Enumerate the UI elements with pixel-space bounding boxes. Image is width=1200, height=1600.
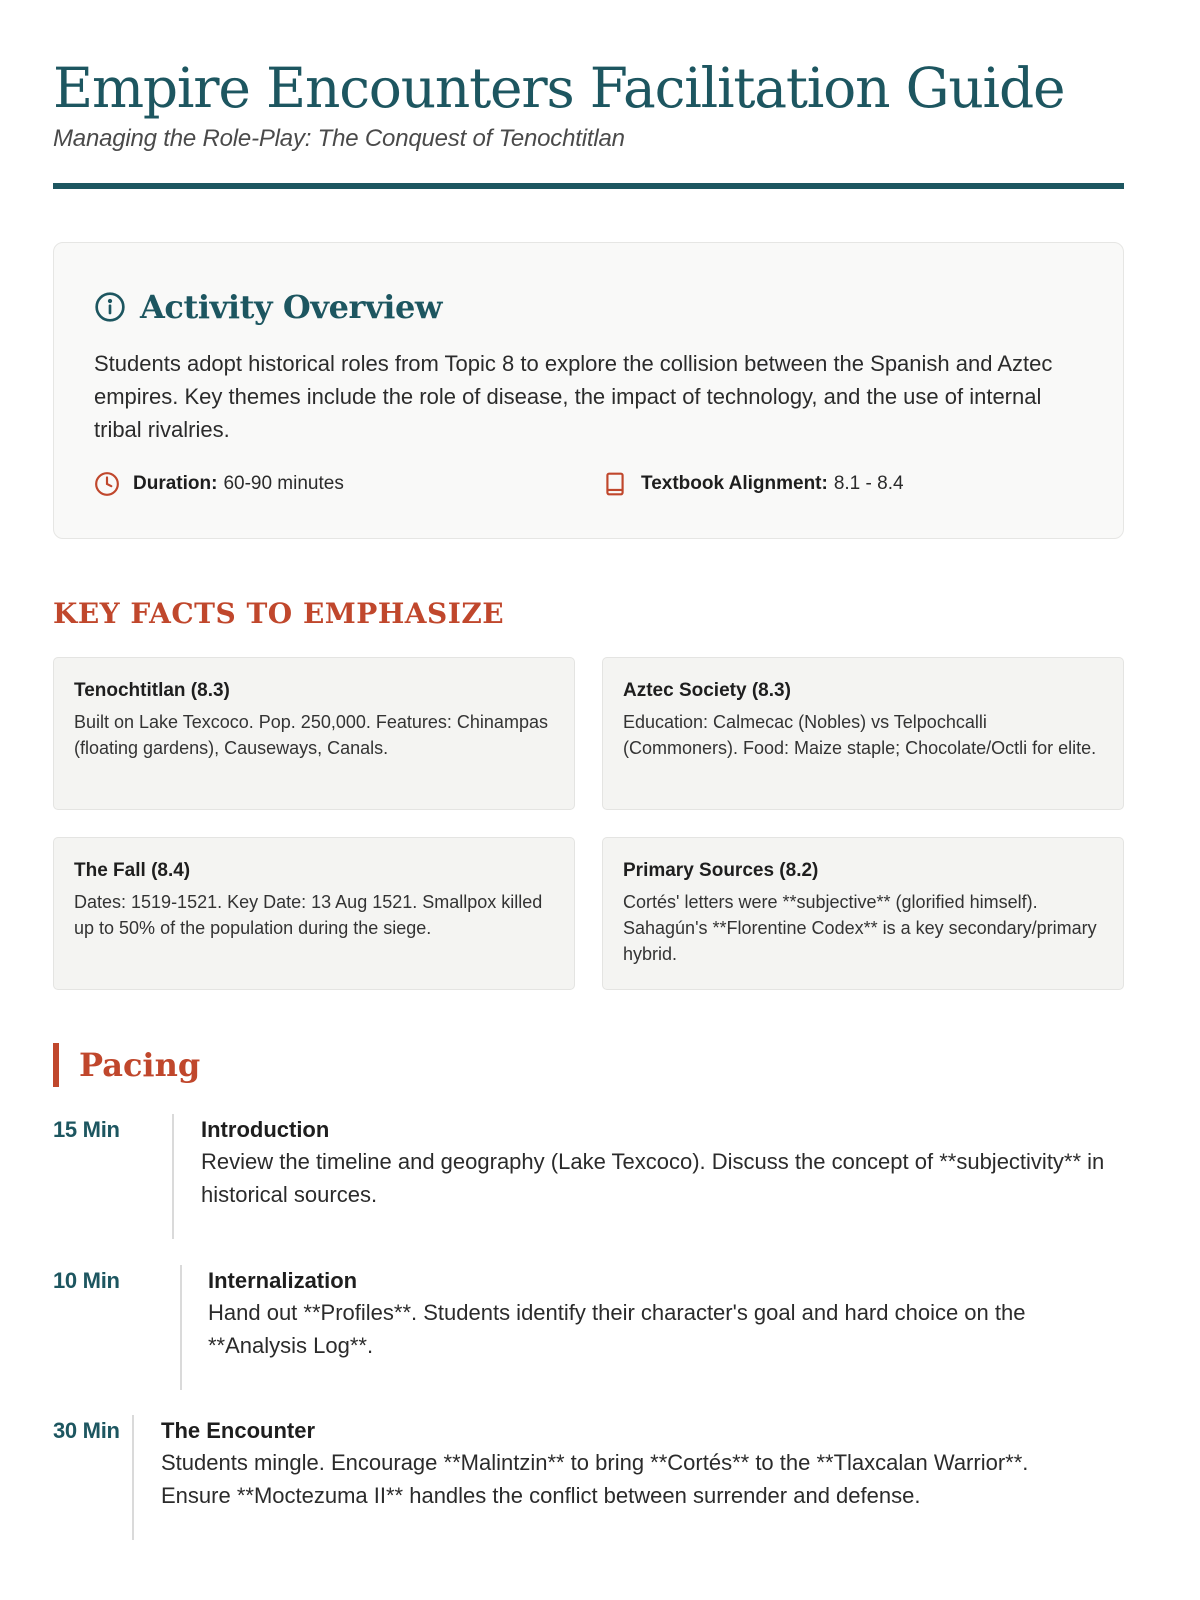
duration-label: Duration: [133,473,218,494]
fact-card-tenochtitlan [53,657,575,810]
fact-card-primary-sources [602,837,1124,990]
pacing-step-description: Review the timeline and geography (Lake Texcoco). Discuss the concept of **subjectivity** in historical sources. [201,1149,1105,1207]
pacing-heading [53,1043,200,1087]
overview-title: Activity Overview [140,288,443,326]
activity-overview-card [53,242,1124,539]
pacing-time: 15 Min [53,1117,120,1142]
textbook-alignment-meta [602,471,904,497]
pacing-content [180,1265,1124,1390]
page-subtitle: Managing the Role-Play: The Conquest of Tenochtitlan [53,125,625,152]
fact-card-title: The Fall (8.4) [74,860,191,881]
fact-card-body: Dates: 1519-1521. Key Date: 13 Aug 1521. Smallpox killed up to 50% of the population during the siege. [74,892,543,938]
pacing-step-name: The Encounter [161,1418,316,1443]
fact-card-aztec-society [602,657,1124,810]
duration-value: 60-90 minutes [223,473,344,494]
pacing-accent-bar [53,1043,59,1087]
fact-card-title: Aztec Society (8.3) [623,680,791,701]
fact-card-title: Tenochtitlan (8.3) [74,680,230,701]
page-title: Empire Encounters Facilitation Guide [53,56,1065,120]
key-facts-heading: KEY FACTS TO EMPHASIZE [53,597,505,630]
textbook-alignment-value: 8.1 - 8.4 [833,473,904,494]
fact-card-title: Primary Sources (8.2) [623,860,819,881]
fact-card-the-fall [53,837,575,990]
textbook-alignment-label: Textbook Alignment: [641,473,828,494]
book-icon [602,471,628,497]
pacing-step-name: Internalization [208,1268,358,1293]
pacing-item-internalization [53,1265,1124,1390]
overview-description: Students adopt historical roles from Topic 8 to explore the collision between the Spanish and Aztec empires. Key themes include the role of disease, the impact of technology, and the use of internal tribal rivalries. [94,351,1053,442]
pacing-time: 30 Min [53,1418,120,1443]
fact-card-body: Cortés' letters were **subjective** (glorified himself). Sahagún's **Florentine Codex** is a key secondary/primary hybrid. [623,892,1097,964]
pacing-item-introduction [53,1114,1124,1239]
info-icon [94,291,126,323]
pacing-content [172,1114,1124,1239]
pacing-step-description: Hand out **Profiles**. Students identify their character's goal and hard choice on the **Analysis Log**. [208,1300,1026,1358]
header-divider [53,183,1124,189]
pacing-content [132,1415,1124,1540]
overview-header [94,287,442,327]
pacing-item-the-encounter [53,1415,1124,1540]
fact-card-body: Education: Calmecac (Nobles) vs Telpochcalli (Commoners). Food: Maize staple; Chocolate/Octli for elite. [623,712,1097,758]
duration-meta [94,471,344,497]
fact-card-body: Built on Lake Texcoco. Pop. 250,000. Features: Chinampas (floating gardens), Causeways, Canals. [74,712,548,758]
pacing-step-name: Introduction [201,1117,330,1142]
pacing-title: Pacing [79,1046,201,1084]
pacing-step-description: Students mingle. Encourage **Malintzin** to bring **Cortés** to the **Tlaxcalan Warrior**. Ensure **Moctezuma II** handles the conflict between surrender and defense. [161,1450,1029,1508]
clock-icon [94,471,120,497]
pacing-time: 10 Min [53,1268,120,1293]
